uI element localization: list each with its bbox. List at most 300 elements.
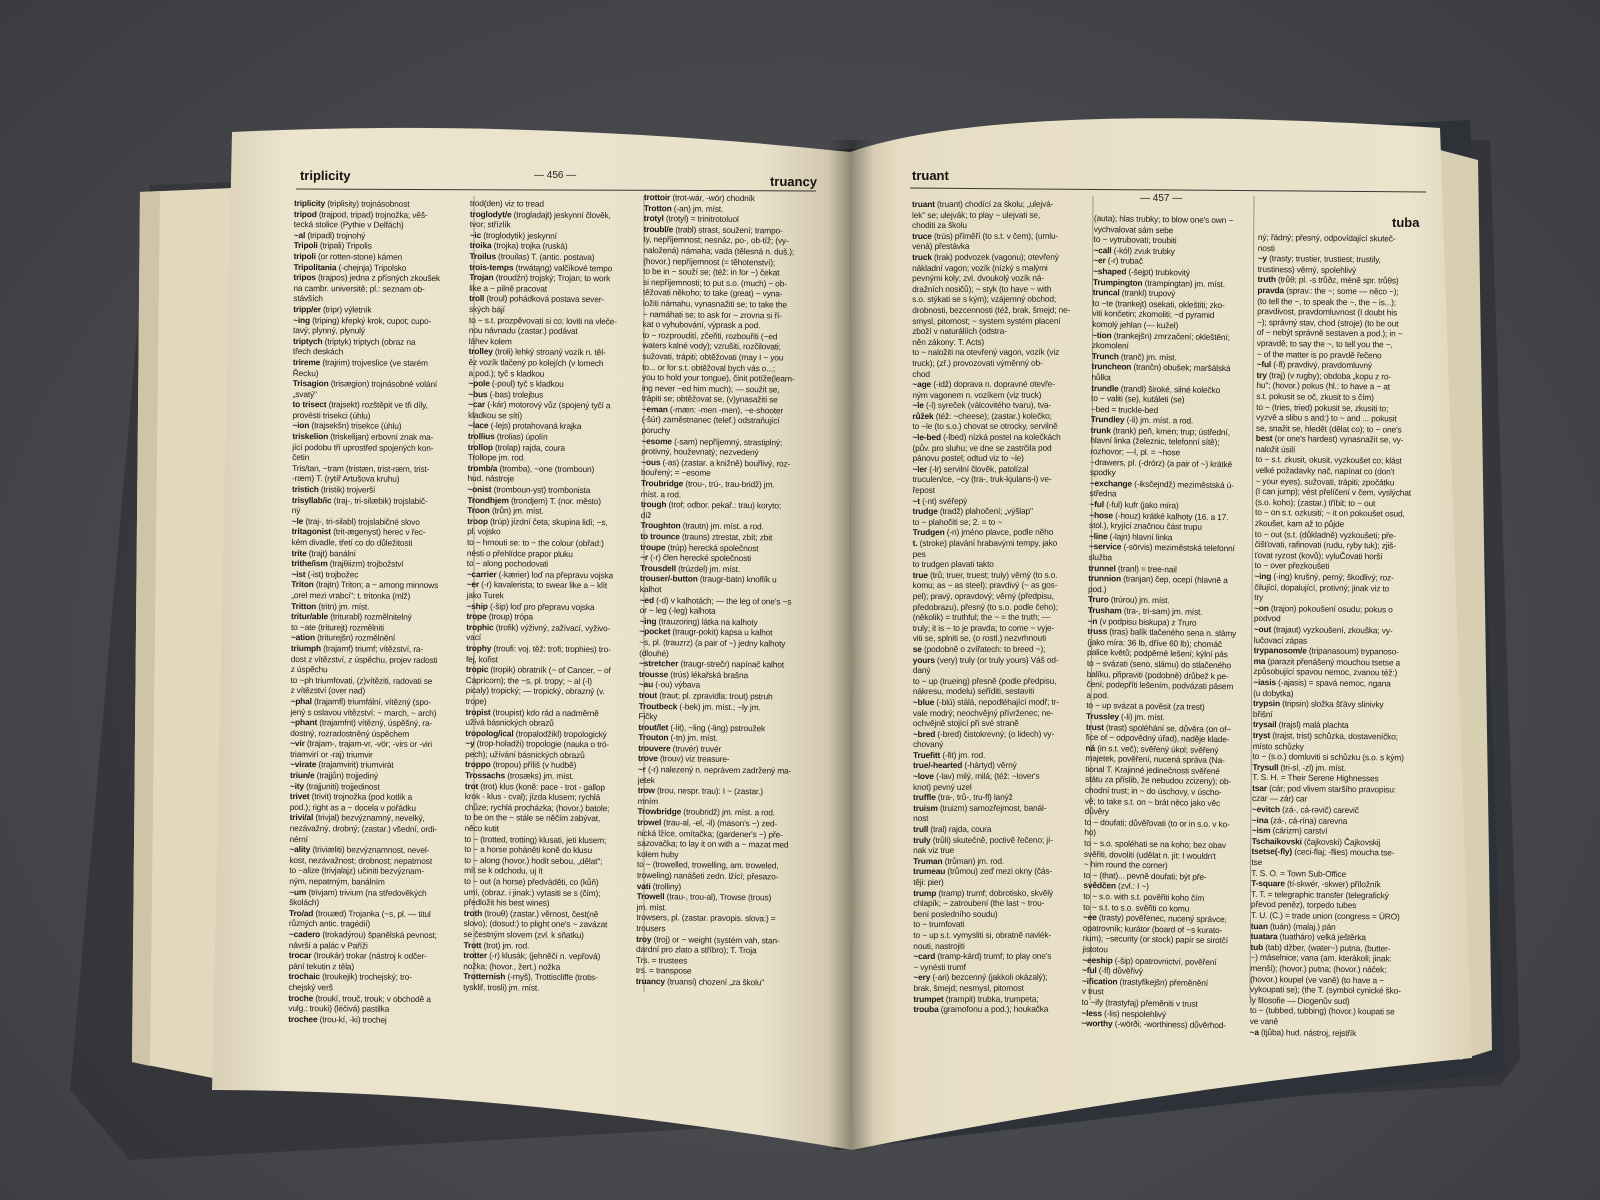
right-col3-entry-line: ~a (tjůba) hud. nástroj, rejstřík: [1249, 1026, 1357, 1038]
left-col2-entry-line: tysklif, trosli) jm. míst.: [463, 981, 540, 993]
right-col2-entry-line: trust (trast) spoléhání se, důvěra (on of~: [1085, 721, 1232, 734]
right-col3-entry-line: tuatara (tuatháro) velká ještěrka: [1250, 931, 1366, 943]
right-col3-entry-line: ma (parazit přenášený mouchou tsetse a: [1253, 655, 1401, 668]
left-col1-entry-line: ~le (traj-, tri-silabl) trojslabičné slovo: [291, 515, 420, 527]
right-col3-entry-line: trysail (trajsl) malá plachta: [1252, 719, 1349, 731]
left-col2-entry-line: předložit his best wines): [463, 897, 550, 908]
right-col3-entry-line: ~y (trasty; trustier, trustiest; trustily,: [1257, 253, 1381, 265]
right-col3-entry-line: (u dobytka): [1253, 687, 1294, 698]
right-col3-entry-line: tryst (trajst, trist) schůzka, dostaveníčko;: [1252, 729, 1398, 742]
right-col3-entry-line: s.t. pokusit se oč, zkusit to s čím): [1256, 390, 1374, 403]
right-col3-entry-line: ~ina (zá-, cá-rína) carevna: [1251, 814, 1348, 826]
right-col1-entry-line: ~age (-idž) doprava n. dopravné otevře-: [912, 378, 1055, 390]
right-col1-entry-line: to ~ naložiti na otevřený vagon, vozík (viz: [912, 347, 1060, 358]
left-col1-entry-line: z vítězství (over nad): [290, 685, 366, 696]
left-col1-entry-line: jící podobu tří uprostřed spojených kon-: [292, 441, 434, 453]
right-col1-entry-line: truly (trůli) skutečně, poctivě řečeno; jí-: [913, 834, 1053, 845]
right-col2-entry-line: svěřiti, dovoliti (udělat n. jít: I wouldn't: [1083, 848, 1216, 861]
right-col1-entry-line: trump (tramp) trumf; dobrotisko, skvělý: [913, 887, 1054, 898]
right-col2-entry-line: vě; to take s.t. on ~ brát něco jako věc: [1084, 795, 1221, 808]
right-col1-entry-line: to trudgen plavati takto: [912, 559, 994, 570]
right-col2-entry-line: Trunch (tranč) jm. míst.: [1091, 350, 1177, 363]
right-col2-entry-line: to ~ doufati; důvěřovati (to or in s.o. v ko-: [1084, 816, 1230, 830]
right-col2-entry-line: čení; podepříti lešením, podvázati pásem: [1086, 679, 1234, 692]
left-col2-entry-line: tropist (troupist) kdo rád a nadměrně: [465, 706, 599, 718]
left-col3-entry-line: to be in ~ souží se; (též: in for ~) čekat: [643, 266, 780, 278]
right-col3-entry-line: ~ of the matter is po pravdě řečeno: [1256, 348, 1382, 360]
left-col2-entry-line: Trott (trot) jm. rod.: [463, 939, 530, 951]
right-col3-entry-line: převod peněz), torpedo tubes: [1250, 899, 1357, 911]
right-col2-entry-line: rozhovor; —l, pl. = ~hose: [1090, 446, 1181, 458]
right-col2-entry-line: to ~ svázati (seno, slámu) do stlačeného: [1086, 657, 1232, 671]
right-col2-entry-line: ~drawers, pl. (-drórz) (a pair of ~) krátké: [1090, 456, 1233, 469]
left-col3-entry-line: waters kalné vody); vzrušiti, rozčilovati;: [642, 340, 781, 352]
right-col2-entry-line: Trundley (-li) jm. míst. a rod.: [1090, 414, 1194, 426]
right-col1-entry-line: trumeau (trůmou) zeď mezi okny (čás-: [913, 866, 1053, 877]
right-col3-entry-line: hu"; (hovor.) pokus (hl.: to have a ~ at: [1256, 380, 1391, 392]
right-col1-entry-line: truce (trús) příměří (to s.t. v čem); (umlu-: [912, 230, 1059, 241]
right-col3-entry-line: T. T. = telegraphic transfer (telegrafický: [1251, 888, 1389, 901]
left-col2-entry-line: troglodyt/e (trogladajt) jeskynní člověk,: [469, 208, 611, 220]
left-col1-entry-line: triumph (trajamf) triumf; vítězství, ra-: [290, 642, 424, 654]
right-col2-entry-line: ~ee (trasty) pověřenec, nucený správce;: [1082, 912, 1227, 925]
left-col1-entry-line: trireme (trajrim) trojveslice (ve starém: [292, 356, 428, 368]
left-col1-entry-line: ~vir (trajam-, trajam-vr, -vör; -virs or -viri: [290, 738, 433, 750]
left-col3-entry-line: Trouton (-tn) jm. míst.: [638, 732, 718, 744]
left-col1-entry-line: to trisect (trajsekt) rozštěpit ve tři díly,: [292, 399, 428, 411]
left-col3-entry-line: ~s, pl. (trauzrz) (a pair of ~) jedny kalhoty: [639, 636, 786, 649]
left-col3-entry-line: ~stretcher (traugr-strečr) napínač kalhot: [639, 658, 785, 670]
right-col3-entry-line: T-square (tí-skwér, -skwer) příložník: [1251, 878, 1381, 890]
right-col1-entry-line: chovaný: [912, 739, 944, 750]
left-col2-entry-line: troth (trouθ) (zastar.) věrnost, čest(ně: [463, 907, 599, 919]
left-col3-entry-line: jetek: [637, 774, 655, 785]
left-col3-entry-line: ~au (-ou) výbava: [638, 679, 701, 690]
left-column-2: [463, 198, 640, 994]
right-col3-entry-line: to ~ s.t. zkusit, okusit, vyzkoušet co; klást: [1255, 454, 1402, 466]
left-col2-entry-line: kladkou se sítí): [468, 409, 523, 421]
right-col2-entry-line: ~ification (trastyfikejšn) přeměnění: [1081, 975, 1209, 988]
left-col2-entry-line: a pod.); tyč s kladkou: [468, 367, 545, 379]
left-col1-entry-line: tristich (tristik) trojverší: [291, 484, 376, 495]
right-col3-entry-line: menší); (hovor.) putna; (hovor.) náček;: [1250, 962, 1387, 975]
left-col1-entry-line: ~cadero (trokadýrou) španělská pevnost;: [288, 928, 437, 940]
right-col3-entry-line: ~iasis (-ajasis) = spavá nemoc, ngana: [1253, 676, 1391, 689]
left-col3-entry-line: (-šúr) zaměstnanec (telef.) odstraňující: [641, 414, 780, 426]
left-col1-entry-line: troche (troukí, trouč, trouk; v obchodě a: [288, 992, 431, 1004]
right-col3-entry-line: T. U. (C.) = trade union (congress = ÚRO): [1250, 909, 1400, 922]
left-col1-entry-line: tripoli (or rotten-stone) kámen: [293, 250, 403, 262]
right-col3-entry-line: ~out (trajaut) vyzkoušení, zkouška; vy-: [1253, 623, 1393, 636]
right-col2-entry-line: v trust: [1081, 986, 1104, 997]
right-col1-entry-line: nákladní vagon; vozík (nízký s malými: [912, 262, 1048, 273]
left-guide-word-first: triplicity: [299, 167, 351, 184]
left-col1-entry-line: trivi/al (trivjal) bezvýznamný, nevelký,: [289, 812, 425, 824]
left-col3-entry-line: ~pocket (traugr-pokit) kapsa u kalhot: [639, 626, 773, 638]
left-col2-entry-line: to ~ a horse poháněti koně do klusu: [464, 844, 593, 856]
right-col1-entry-line: růžek (též: ~cheese); (zastar.) kolečko;: [912, 410, 1052, 421]
left-col3-entry-line: si nepříjemnosti; to put s.o. (much) ~ ob-: [643, 276, 787, 289]
left-col2-entry-line: Trondhjem (trondjem) T. (nor. město): [467, 494, 602, 506]
right-col3-entry-line: (s.o. koho); (zastar.) tříbit; to ~ out: [1255, 496, 1376, 509]
right-page-number: — 457 —: [1140, 193, 1183, 204]
left-col3-entry-line: ~ing (trauzoring) látka na kalhoty: [639, 615, 758, 627]
right-col1-entry-line: chlapík; ~ zatroubení (the last ~ trou-: [913, 897, 1045, 909]
left-col1-entry-line: na cambr. universitě; pl.: seznam ob-: [293, 282, 425, 294]
left-col1-entry-line: tavý; plynný, plynulý: [293, 325, 365, 336]
left-col1-entry-line: třech deskách: [292, 346, 344, 357]
left-col2-entry-line: trotter (-r) klusák; (jehněčí n. vepřová): [463, 950, 601, 962]
right-col3-entry-line: naložit úsilí: [1255, 443, 1296, 455]
right-col1-entry-line: pánovu postel; odtud viz to ~le): [912, 453, 1024, 464]
right-col3-entry-line: best (or one's hardest) vynasnažit se, vy-: [1255, 433, 1404, 445]
right-col2-entry-line: Trumpington (trampingtan) jm. míst.: [1092, 276, 1226, 289]
right-col2-entry-line: ~eeship (-šip) opatrovnictví, pověření: [1082, 954, 1217, 967]
left-col2-entry-line: ~bus (-bas) trolejbus: [468, 388, 544, 400]
gutter-shadow: [828, 140, 874, 1150]
right-col2-entry-line: Trusham (tra-, tri-sam) jm. míst.: [1087, 604, 1203, 617]
left-col2-entry-line: nou návnadu (zastar.) podávat: [468, 325, 578, 337]
left-col1-entry-line: ~phant (trajamfnt) vítězný, úspěšný, ra-: [290, 717, 433, 729]
left-col1-entry-line: různých antic. tragédií): [288, 918, 371, 929]
right-col2-entry-line: ná (in s.t. več); svěřený úkol; svěřený: [1085, 742, 1219, 755]
left-col1-entry-line: tritagonist (trit-ægenyst) herec v řec-: [291, 526, 426, 538]
left-col2-entry-line: ěz vozík tlačený po kolejích (v lomech: [468, 356, 604, 369]
right-col2-entry-line: truss (tras) balík tlačeného sena n. slámy: [1087, 626, 1237, 639]
left-col1-entry-line: vulg.: trouki) (léčivá) pastilka: [288, 1003, 390, 1014]
right-col2-entry-line: pod.): [1088, 583, 1107, 595]
left-col1-entry-line: návrší a palác v Paříži: [288, 939, 368, 951]
right-col2-entry-line: svědčen (zvl.: I ~): [1083, 880, 1149, 892]
left-col2-entry-line: trollop (trolap) rajda, coura: [467, 441, 565, 453]
right-col1-entry-line: truant (truant) chodící za školu; „ulejvá-: [912, 198, 1054, 209]
left-col2-entry-line: umí, (obraz. i jinak:) vytasiti se s (čím);: [463, 886, 601, 898]
right-col3-entry-line: to ~ (tries, tried) pokusit se, zkusiti to;: [1256, 401, 1389, 413]
right-col3-entry-line: břišní: [1252, 708, 1273, 719]
left-col1-entry-line: z úspěchu: [290, 664, 328, 675]
left-col3-entry-line: díž: [640, 509, 652, 520]
right-col3-entry-line: nosti: [1257, 242, 1275, 253]
right-col1-entry-line: true (trů; truer, truest; truly) věrný (to s.o.: [912, 569, 1058, 580]
left-col3-entry-line: trápiti se; obtěžovat se, (v)ynasažiti se: [641, 393, 778, 405]
right-col3-entry-line: to ~ on s.t. ozkusiti; ~ it on pokoušet osud,: [1255, 507, 1405, 519]
right-col2-entry-line: to ~ valiti (se), kutáleti (se): [1091, 393, 1185, 405]
left-col3-entry-line: ložiti námahu, vynasnažiti se; to take the: [642, 297, 787, 310]
right-col2-entry-line: komolý jehlan (— kužel): [1092, 318, 1179, 331]
right-col1-entry-line: trouba (gramofonu a pod.); houkačka: [913, 1003, 1049, 1015]
right-col1-entry-line: ~ery (-ari) bezcenný (jakkoli okázalý);: [913, 972, 1048, 983]
right-col3-entry-line: to ~ over přezkoušeti: [1254, 560, 1330, 572]
left-col3-entry-line: trouvere (truvér) truvér: [638, 742, 722, 754]
left-col3-entry-line: trouser/-button (traugr-batn) knoflík u: [639, 573, 777, 585]
right-col2-entry-line: palice květů; podpěrné lešení; kýlní pás: [1087, 647, 1228, 660]
right-col3-entry-line: ve vaně: [1249, 1015, 1279, 1027]
right-col2-entry-line: ~ful (-fl) důvěřivý: [1082, 965, 1143, 977]
left-col3-entry-line: trousers: [636, 922, 666, 934]
right-col3-entry-line: to ~ out (s.t. (důkladně) vyzkoušeti; pře-: [1254, 528, 1396, 541]
left-col2-entry-line: pl. vojsko: [467, 526, 501, 537]
right-col2-entry-line: ~ful (-ful) kufr (jako míra): [1089, 498, 1179, 511]
right-col3-entry-line: tsar (cár; pod vlivem staršího pravopisu:: [1252, 782, 1396, 795]
left-col3-entry-line: trousse (trús) lékařská brašna: [638, 668, 749, 680]
left-col2-entry-line: trod(den) viz to tread: [469, 198, 544, 209]
right-col1-entry-line: pes: [912, 548, 926, 559]
left-col2-entry-line: ~er (-r) kavalerista; to swear like a ~ klít: [466, 579, 608, 591]
right-col2-entry-line: důvěry: [1084, 806, 1109, 817]
right-col2-entry-line: středna: [1089, 488, 1117, 499]
right-col1-entry-line: trudge (tradž) plahočení; „výšlap": [912, 506, 1033, 517]
right-col3-entry-line: T. S. O. = Town Sub-Office: [1251, 867, 1347, 879]
right-col2-entry-line: ~service (-sörvis) meziměstská telefonní: [1088, 541, 1235, 554]
left-col1-entry-line: kost, nezávažnost; drobnost; nepatrnost: [289, 854, 433, 866]
right-col2-entry-line: trunk (trank) peň, kmen; trup; ústřední,: [1090, 424, 1230, 438]
left-col3-entry-line: sužovati, trápiti; obtěžovati (may I ~ you: [642, 350, 784, 363]
left-col2-entry-line: Trojan (troudžn) trojský; Trojan; to work: [469, 272, 611, 284]
left-col2-entry-line: krok - klus - cval); jízda klusem; rychlá: [464, 791, 601, 803]
left-col3-entry-line: trough (trof; odbor. pekař.: trau) koryto;: [640, 499, 782, 511]
right-guide-word-last: tuba: [1392, 215, 1420, 230]
left-col3-entry-line: trout/let (-lit), ~ling (-ling) pstroužek: [638, 721, 766, 733]
left-col1-entry-line: trocar (troukár) trokar (nástroj k odčer-: [288, 950, 427, 962]
right-col1-entry-line: nákresu, modelu) seříditi, sestaviti: [912, 686, 1035, 697]
left-col1-entry-line: trochaic (troukejik) trochejský; tro-: [288, 971, 412, 983]
left-col2-entry-line: ~car (-kár) motorový vůz (spojený tyčí a: [468, 399, 611, 411]
right-col1-entry-line: těji: pier): [913, 876, 944, 887]
right-col1-entry-line: ~blue (-blú) stálá, nepodléhající modř; tr-: [912, 696, 1059, 707]
left-col2-entry-line: slovo); (dosud:) to plight one's ~ zavázat: [463, 918, 608, 930]
right-col2-entry-line: služba: [1088, 551, 1112, 563]
right-col3-entry-line: tuan (tuán) (malaj.) pán: [1250, 920, 1336, 932]
left-col1-entry-line: ~al (tripadl) trojnohý: [293, 229, 366, 241]
left-col2-entry-line: trophic (trofik) výživný, zažívací, vyživo-: [466, 621, 611, 633]
left-page-number: — 456 —: [534, 170, 577, 181]
right-col3-entry-line: místo schůzky: [1252, 740, 1304, 752]
right-col3-entry-line: ~evitch (zá-, cá-rəvič) carevič: [1251, 804, 1359, 816]
left-col3-entry-line: to trounce (trauns) ztrestat, zbít; zbit: [640, 530, 773, 543]
right-col1-entry-line: (pův. pro sluhu; ve dne se zastrčila pod: [912, 442, 1052, 453]
left-col2-entry-line: to ~ out (a horse) předváděti, co (kůň): [463, 875, 599, 888]
right-col3-entry-line: ~ing (-ing) krušný, perný; škodlivý; roz-: [1254, 570, 1394, 583]
right-col2-entry-line: chodní trust; in ~ do úschovy, v úscho-: [1084, 784, 1222, 798]
left-col3-entry-line: Troubridge (trou-, trú-, trau-bridž) jm.: [640, 478, 775, 490]
left-col1-entry-line: triun/e (trajjůn) trojjediný: [289, 770, 378, 781]
left-col3-entry-line: trotyl (trotyl) = trinitrotoluol: [643, 213, 739, 225]
left-col1-entry-line: trochee (trou-kí, -ki) trochej: [288, 1013, 387, 1025]
right-col2-entry-line: to ~ s.o. spoléhati se na koho; bez obav: [1084, 837, 1226, 851]
left-col2-entry-line: nésti o přehlídce prapor pluku: [466, 547, 573, 559]
left-col2-entry-line: Troon (trůn) jm. míst.: [467, 505, 544, 516]
left-col1-entry-line: „svatý": [292, 388, 317, 399]
right-col2-entry-line: viti končetin; zkomoliti; ~d pyramid: [1092, 308, 1215, 321]
right-col2-entry-line: (jako míra: 36 lb, dříve 60 lb); chomáč: [1087, 636, 1223, 649]
right-col2-entry-line: ~hose (-houz) krátké kalhoty (16. a 17.: [1089, 509, 1229, 522]
left-col1-entry-line: pání tekutin z těla): [288, 960, 355, 972]
left-col3-entry-line: trowel (trau-al, -el, -il) (mason's ~) zed-: [637, 816, 778, 829]
left-col1-entry-line: ~ation (triturejšn) rozmělnění: [290, 632, 396, 644]
right-col1-entry-line: to ~le (to s.o.) chovat se otrocky, servilně: [912, 421, 1058, 432]
right-col3-entry-line: pravda (sprav.: the ~; some — něco ~);: [1257, 284, 1399, 297]
left-col2-entry-line: trope): [465, 695, 487, 707]
left-col3-entry-line: (dlouhé): [639, 647, 669, 658]
right-col1-entry-line: pevnými koly; zvl. dvoukolý vozík ná-: [912, 272, 1044, 284]
left-col3-entry-line: Fičky: [638, 711, 658, 722]
right-col3-entry-line: ly filosofie — Diogenův sud): [1249, 994, 1350, 1006]
left-col2-entry-line: tromb/a (tromba), ~one (tromboun): [467, 462, 595, 474]
right-col1-entry-line: ochvějně stojící při své straně: [912, 717, 1019, 729]
right-col3-entry-line: truth (trůθ; pl. -s trůðz, méně spr. trůθs): [1257, 274, 1399, 286]
right-col2-entry-line: vychvalovat sám sebe: [1093, 223, 1174, 235]
right-col2-entry-line: ~line (-lajn) hlavní linka: [1088, 530, 1173, 543]
left-col2-entry-line: se čestným slovem (zvl. k sňatku): [463, 928, 584, 940]
left-col1-entry-line: Tritton (tritn) jm. míst.: [291, 600, 370, 612]
left-col3-entry-line: naložená) námaha; vada (tělesná n. duš.);: [643, 244, 795, 257]
left-col1-entry-line: „orel mezi vrabci"; t. tritonka (mlž): [291, 589, 411, 601]
left-col3-entry-line: nická lžíce, omítačka; (gardener's ~) pře-: [637, 827, 783, 840]
left-col1-entry-line: Tro/ad (trouæd) Trojanka (~s, pl. — titul: [288, 907, 431, 919]
right-col3-entry-line: Tschaikovski (čajkovski) Čajkovskij: [1251, 835, 1381, 848]
right-col1-entry-line: zboží v naturáliích (odstra-: [912, 325, 1007, 337]
left-col1-entry-line: Tripoli (tripali) Tripolis: [293, 240, 372, 251]
right-col3-entry-line: čišťovati, rafinovati (rudu, ryby tuk); zjiš-: [1254, 539, 1396, 551]
right-col2-entry-line: to ~ s.t. to s.o. svěřiti co komu: [1083, 901, 1190, 914]
right-col2-entry-line: hlavní linka (železnic, telefonní sítě);: [1090, 435, 1220, 448]
right-col2-entry-line: ~tion (trankejšn) zmrzačení; okleštění;: [1092, 329, 1230, 342]
left-col3-entry-line: protivný, houževnatý; nezvedený: [641, 446, 759, 458]
left-col1-entry-line: Tripolitania (-chejnja) Tripolsko: [293, 261, 407, 273]
right-col1-entry-line: trull (tral) rajda, coura: [913, 823, 992, 835]
left-col3-entry-line: ~r (-r) nalezený n. neprávem zadržený ma-: [637, 764, 792, 776]
left-column-3: [636, 192, 820, 988]
left-col2-entry-line: láhev kolem: [468, 335, 512, 347]
left-col2-entry-line: to ~ s.t. prozpěvovati si co; loviti na vleče-: [468, 314, 617, 326]
right-col3-entry-line: vpravdě; to say the ~, to tell you the ~,: [1256, 337, 1393, 350]
left-col3-entry-line: jm. míst.: [636, 901, 667, 913]
left-col1-entry-line: ~ist (-ist) trojbožec: [291, 568, 359, 580]
left-col2-entry-line: trophy (troufi: voj. těž: trofi; trophies) tro-: [466, 642, 611, 655]
right-col3-entry-line: ~ful (-fl) pravdivý, pravdomluvný: [1256, 359, 1373, 371]
right-col2-entry-line: spodky: [1089, 467, 1116, 478]
right-col3-entry-line: způsobující spavou nemoc, zvanou též:): [1253, 666, 1398, 678]
right-col2-entry-line: to ~ify (trastyfaj) přeměniti v trust: [1081, 996, 1198, 1009]
right-col1-entry-line: truculen/ce, ~cy (tra-, truk-kjulans-i) ve-: [912, 474, 1052, 485]
right-guide-word-first: truant: [912, 168, 949, 183]
left-col3-entry-line: troupe (trúp) herecká společnost: [640, 541, 759, 553]
right-col3-entry-line: try: [1254, 592, 1264, 603]
right-col2-entry-line: ~exchange (-iksčejndž) meziměstská ú-: [1089, 477, 1234, 491]
left-col1-entry-line: pod.); right as a ~ docela v pořádku: [289, 801, 416, 813]
left-col1-entry-line: trite (trajt) banální: [291, 547, 356, 559]
left-col3-entry-line: Trowbridge (troubridž) jm. míst. a rod.: [637, 806, 776, 818]
right-col3-entry-line: trustiness) věrný, spolehlivý: [1257, 263, 1357, 275]
left-col3-entry-line: trs. = transpose: [635, 965, 692, 976]
left-col1-entry-line: to ~ate (triturejt) rozmělniti: [290, 621, 385, 633]
left-col2-entry-line: to ~ (trotted, trotting) klusati, jeti klusem;: [464, 833, 607, 845]
right-col3-entry-line: trypanosom/e (tripanasoum) trypanoso-: [1253, 645, 1399, 657]
left-col2-entry-line: mít se k odchodu, uj ít: [464, 865, 543, 877]
right-col3-entry-line: (hovor.) koupel (ve vaně) (to have a ~: [1250, 973, 1384, 985]
right-col2-entry-line: hůlka: [1091, 371, 1111, 383]
right-col2-entry-line: Truro (trúrou) jm. míst.: [1087, 594, 1170, 606]
left-col1-entry-line: jený s oslavou vítězství: ~ march, ~ arch): [290, 706, 437, 718]
left-col2-entry-line: to ~ along (hovor.) hodit sebou, „dělat";: [464, 854, 603, 866]
right-col3-entry-line: tsetse(-fly) (ceci-flaj; -flies) moucha tse-: [1251, 846, 1395, 858]
right-column-3: [1250, 232, 1424, 1039]
left-col2-entry-line: trope (troup) trópa: [466, 611, 533, 622]
left-col3-entry-line: troweling) nanášeti zedn. lžící; přesazo-: [636, 869, 779, 882]
left-col2-entry-line: to ~ along pochodovati: [466, 558, 549, 569]
left-col3-entry-line: troubl/e (trabl) strast, soužení; trampo-: [643, 223, 783, 236]
right-col3-entry-line: ~ your eyes), sužovati, trápiti; zpočátku: [1255, 475, 1395, 488]
left-col3-entry-line: dardní pro zlato a stříbro); T. Troja: [636, 944, 757, 956]
right-col2-entry-line: Trussley (-li) jm. míst.: [1086, 710, 1165, 723]
left-col2-entry-line: Trossachs (trosæks) jm. míst.: [464, 770, 574, 781]
left-col3-entry-line: ~r (-r) člen herecké společnosti: [640, 552, 752, 564]
left-col3-entry-line: ~eman (-mæn: -men -men), ~e-shooter: [641, 403, 784, 416]
left-col3-entry-line: Trowell (trau-, trou-al), Trowse (trous): [636, 891, 772, 903]
left-col3-entry-line: or ~ leg (-leg) kalhota: [639, 605, 716, 616]
right-col3-entry-line: vyzvě a slibu s and:) to ~ and ... pokusit: [1256, 412, 1397, 424]
right-col1-entry-line: to ~ up (trueing) přesně (podle předpisu,: [912, 675, 1057, 686]
left-col1-entry-line: nezávažný, drobný; (zastar.) všední, ordi-: [289, 823, 437, 835]
right-col3-entry-line: ~ism (cárizm) carství: [1251, 825, 1328, 837]
right-col3-entry-line: to ~ (tubbed, tubbing) (hovor.) koupati se: [1249, 1005, 1395, 1017]
right-col2-entry-line: to ~ (that)... pevně doufati; být pře-: [1083, 869, 1207, 882]
right-col3-entry-line: tse: [1251, 856, 1263, 868]
right-col1-entry-line: ~t (-nt) svéřepý: [912, 495, 968, 506]
left-col1-entry-line: triptych (triptyk) triptych (obraz na: [292, 335, 416, 347]
right-col3-entry-line: czar — zár) car: [1252, 793, 1308, 805]
right-col1-entry-line: truffle (tra-, trů-, tru-fl) lanýž: [913, 792, 1013, 803]
left-col2-entry-line: ~ic (troglodytik) jeskynní: [469, 229, 557, 241]
left-col3-entry-line: you to hold your tongue), činit potíže(learn-: [642, 372, 795, 384]
right-col3-entry-line: ~); správný stav, chod (stroje) (to be out: [1257, 316, 1399, 329]
left-col2-entry-line: troop (trúp) jízdní četa; skupina lidí; ~s,: [467, 515, 608, 528]
left-col2-entry-line: ~carrier (-kærier) loď na přepravu vojska: [466, 568, 614, 581]
right-col1-entry-line: truck); (zř.) provozovati výměnný ob-: [912, 357, 1043, 368]
left-col1-entry-line: ~virate (trajamvirit) triumvirát: [290, 759, 394, 771]
right-col1-entry-line: ~ler (-lr) servilní člověk, patolízal: [912, 463, 1029, 474]
left-col3-entry-line: ty, nepříjemnost; nesnáz, po-, ob-tíž; (vy-: [643, 234, 789, 246]
left-col1-entry-line: triplicity (triplisity) trojnásobnost: [293, 198, 410, 209]
right-col2-entry-line: truncal (trankl) trupový: [1092, 287, 1176, 299]
right-col2-entry-line: to ~ up svázat a pověsit (za trest): [1086, 700, 1205, 713]
right-col1-entry-line: něn zákony: T. Acts): [912, 336, 985, 347]
right-col2-entry-line: to ~ s.o. with s.t. pověřiti koho čím: [1083, 890, 1205, 903]
left-col2-entry-line: to ~ hrnouti se: to ~ the colour (obřad:): [466, 536, 604, 549]
left-col3-entry-line: trottoir (trot-wár, -wór) chodník: [643, 192, 755, 204]
left-col2-entry-line: trollius (trolias) úpolín: [467, 431, 548, 442]
right-col1-entry-line: řepost: [912, 484, 935, 496]
left-col2-entry-line: trois-temps (trwátąng) valčíkové tempo: [469, 261, 613, 273]
left-col2-entry-line: trolley (troli) lehký stroaný vozík n. těl-: [468, 346, 606, 358]
right-col2-entry-line: ~call (-kól) zvuk trubky: [1093, 244, 1175, 257]
right-col1-entry-line: ~love (-lav) milý, milá; (též: ~lover's: [912, 770, 1040, 782]
right-col3-entry-line: ný; řádný; přesný, odpovídající skuteč-: [1257, 232, 1396, 244]
right-col3-entry-line: ~on (trajon) pokoušení osudu; pokus o: [1254, 602, 1393, 615]
left-col1-entry-line: tritur/able (triturabl) rozmělnitelný: [291, 611, 412, 622]
right-col1-entry-line: předobrazu), přesný (to s.o. podle čeho);: [912, 601, 1058, 612]
left-column-1: [288, 198, 470, 1026]
left-col2-entry-line: něco kutit: [464, 823, 499, 834]
left-col3-entry-line: ~ namáhati se; to ask for ~ zrovna si ří-: [642, 308, 782, 320]
left-col3-entry-line: kalhot: [639, 583, 662, 595]
left-col3-entry-line: Trotton (-an) jm. míst.: [643, 202, 724, 214]
right-col1-entry-line: dražních nosičů); ~ styk (to have ~ with: [912, 283, 1052, 294]
right-col3-entry-line: tub (tab) džber, (water~) putna, (butter-: [1250, 941, 1391, 954]
left-col3-entry-line: trowsers, pl. (zastar. pravopis. slova:) =: [636, 912, 776, 924]
left-col1-entry-line: ~ity (trajjuniti) trojjedinost: [289, 780, 380, 792]
left-col2-entry-line: hud. nástroje: [467, 473, 515, 484]
